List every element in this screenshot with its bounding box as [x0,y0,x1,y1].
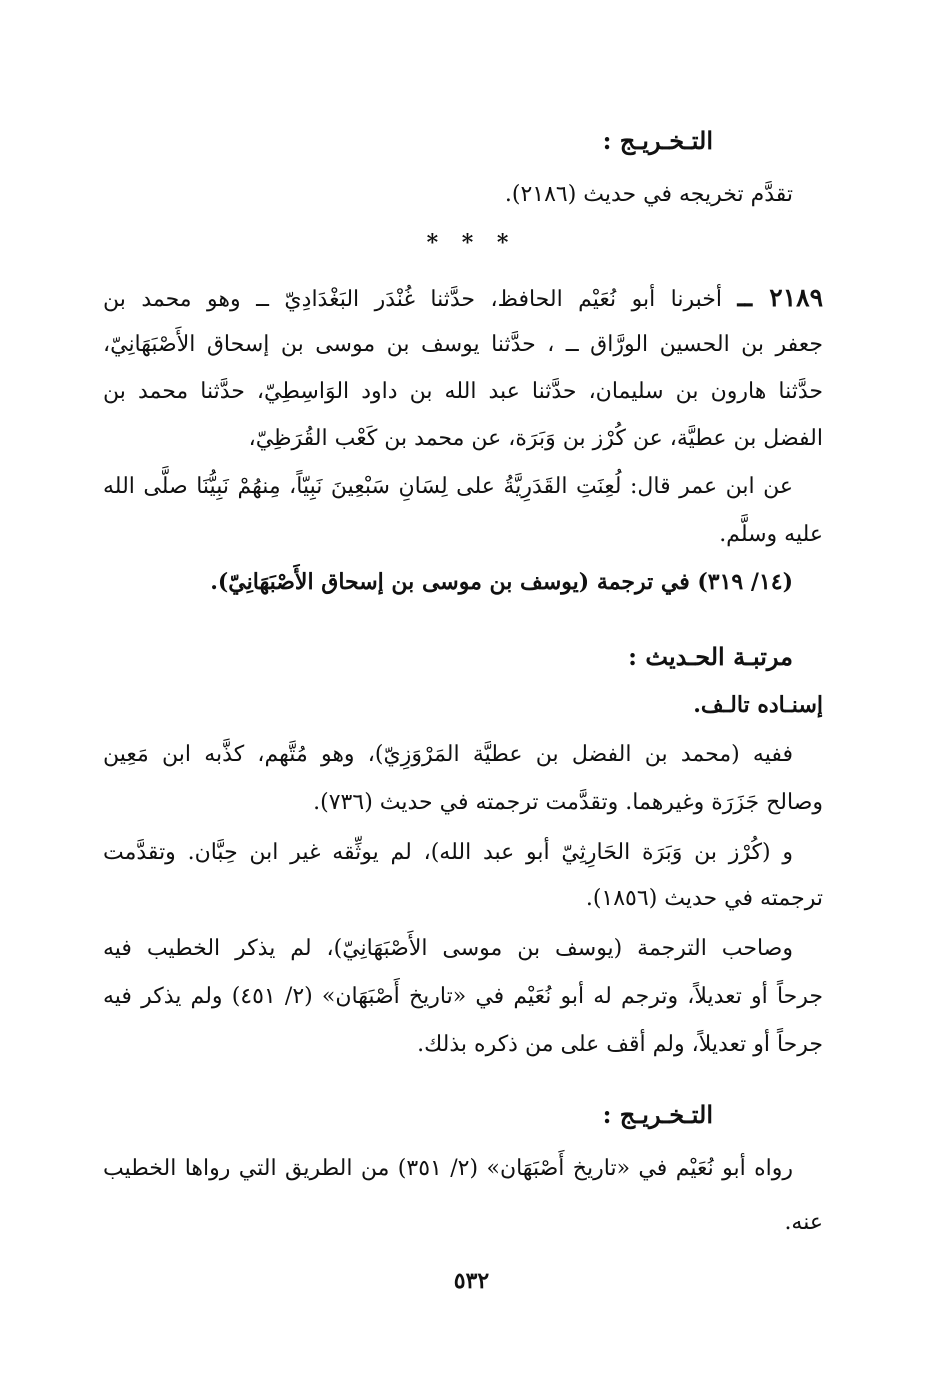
rank-line-4: ترجمته في حديث (١٨٥٦). [585,886,823,911]
hadith-line-4: الفضل بن عطيَّة، عن كُرْز بن وَبَرَة، عن محمد بن كَعْب القُرَظِيّ، [248,426,823,451]
hadith-matn-line: عن ابن عمر قال: لُعِنَتِ القَدَرِيَّةُ على لِسَانِ سَبْعِينَ نَبِيّاً، مِنهُمْ نَبِيُّنَا صلَّى الله [103,474,793,499]
takhreej-text-1: تقدَّم تخريجه في حديث (٢١٨٦). [504,182,793,207]
isnad-verdict: إسنـاده تالـف. [693,692,823,718]
rank-line-6: جرحاً أو تعديلاً، وترجم له أبو نُعَيْم في «تاريخ أَصْبَهَان» (٢/ ٤٥١) ولم يذكر فيه [103,984,823,1009]
takhreej-text-2: رواه أبو نُعَيْم في «تاريخ أَصْبَهَان» (٢/ ٣٥١) من الطريق التي رواها الخطيب [103,1156,794,1181]
rank-line-5: وصاحب الترجمة (يوسف بن موسى الأَصْبَهَانِيّ)، لم يذكر الخطيب فيه [103,936,793,961]
rank-line-3: و (كُرْز بن وَبَرَة الحَارِثِيّ أبو عبد الله)، لم يوثِّقه غير ابن حِبَّان. وتقدَّمت [103,840,793,865]
rank-line-1: ففيه (محمد بن الفضل بن عطيَّة المَرْوَزِيّ)، وهو مُتَّهم، كذَّبه ابن مَعِين [103,742,793,767]
hadith-line-1-text: أخبرنا أبو نُعَيْم الحافظ، حدَّثنا غُنْدَر البَغْدَادِيّ ــ وهو محمد بن [103,287,722,312]
rank-line-2: وصالح جَزَرَة وغيرهما. وتقدَّمت ترجمته في حديث (٧٣٦). [313,790,823,815]
page-number: ٥٣٢ [453,1268,490,1294]
hadith-line-2: جعفر بن الحسين الورَّاق ــ ، حدَّثنا يوسف بن موسى بن إسحاق الأَصْبَهَانِيّ، [103,332,823,357]
rank-heading: مرتبـة الحـديث : [628,642,793,671]
takhreej-text-2-end: عنه. [784,1210,823,1235]
takhreej-heading-2: التـخـريـج : [602,1100,713,1129]
rank-line-7: جرحاً أو تعديلاً، ولم أقف على من ذكره بذلك. [417,1032,823,1057]
hadith-line-1 [103,283,823,315]
separator-stars: * * * [426,230,517,256]
hadith-source-ref: (١٤/ ٣١٩) في ترجمة (يوسف بن موسى بن إسحاق الأَصْبَهَانِيّ). [210,569,793,595]
hadith-line-3: حدَّثنا هارون بن سليمان، حدَّثنا عبد الله بن داود الوَاسِطِيّ، حدَّثنا محمد بن [103,379,823,404]
hadith-matn-end: عليه وسلَّم. [719,522,823,547]
hadith-number: ٢١٨٩ ــ [737,283,824,312]
takhreej-heading-1: التـخـريـج : [602,126,713,155]
